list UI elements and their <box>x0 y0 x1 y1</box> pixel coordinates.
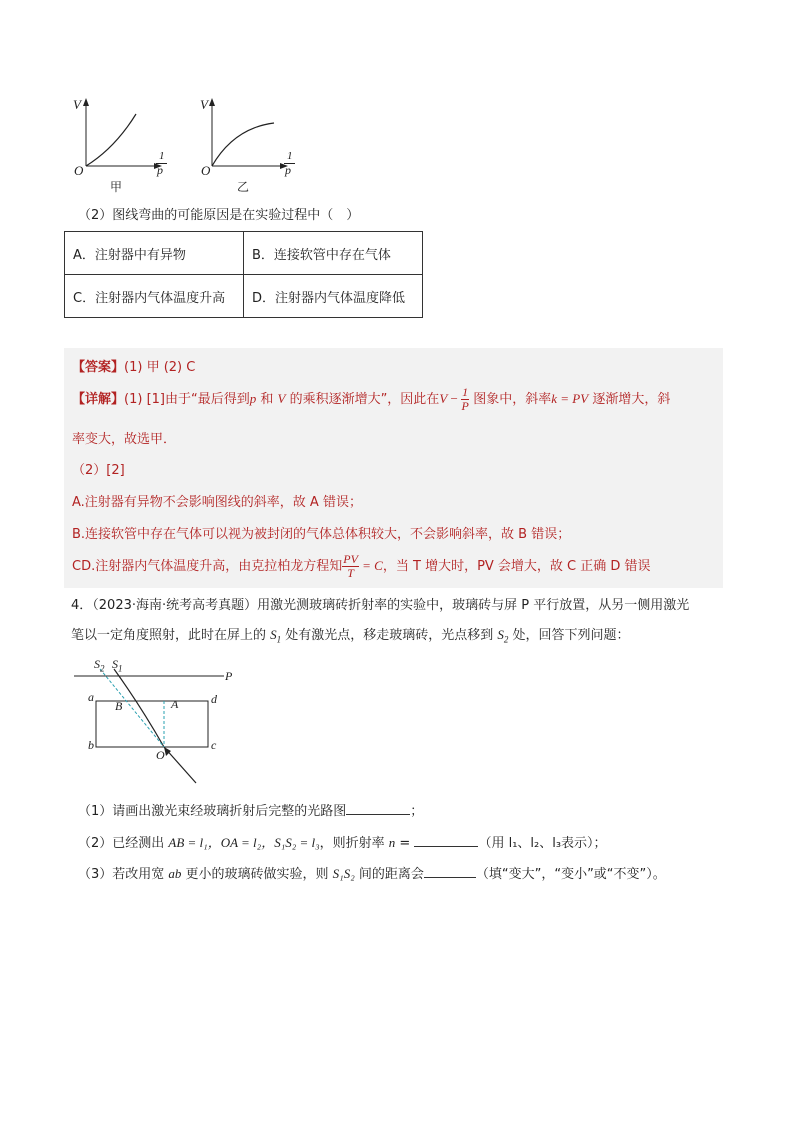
q4-line-1: 4．（2023·海南·统考高考真题）用激光测玻璃砖折射率的实验中，玻璃砖与屏 P 平行放置，从另一侧用激光 <box>71 598 690 613</box>
graph-jia-x-num: 1 <box>159 150 165 162</box>
label-s2-sub: 2 <box>100 663 105 674</box>
q4-sub-text: （2）已经测出 <box>78 836 169 851</box>
detail-text: (1) [1]由于“最后得到 <box>124 392 250 407</box>
minus-sign: − <box>447 391 462 406</box>
q4-text: 处，回答下列问题： <box>508 628 630 643</box>
fraction-num: 1 <box>462 385 469 399</box>
answer-blank-1[interactable] <box>346 802 410 815</box>
option-a[interactable]: A．注射器中有异物 <box>65 232 244 275</box>
var-n: n <box>388 835 396 850</box>
graph-yi <box>196 96 306 196</box>
q4-line-2 <box>71 626 630 649</box>
q4-sub-text: = <box>395 836 415 851</box>
option-c[interactable]: C．注射器内气体温度升高 <box>65 275 244 318</box>
detail-line-4: A.注射器有异物不会影响图线的斜率，故 A 错误； <box>72 495 362 510</box>
detail-tag: 【详解】 <box>72 392 125 407</box>
graph-yi-x-num: 1 <box>287 150 293 162</box>
label-s1-text: S <box>112 657 118 671</box>
graph-yi-x-den: p <box>285 163 291 177</box>
fraction-num: PV <box>343 552 358 566</box>
q4-sub-1 <box>78 802 423 821</box>
q4-sub-text: ，则折射率 <box>319 836 389 851</box>
var-s2-sub: 2 <box>503 634 509 645</box>
option-b[interactable]: B．连接软管中存在气体 <box>244 232 423 275</box>
var-v: V <box>277 391 286 406</box>
var-s2: S <box>497 627 504 642</box>
answer-blank-2[interactable] <box>414 834 478 847</box>
arrow-up-icon <box>209 98 215 106</box>
q4-text: 笔以一定角度照射，此时在屏上的 <box>71 628 271 643</box>
table-row <box>65 275 423 318</box>
label-s2-text: S <box>94 657 100 671</box>
detail-text: 逐渐增大，斜 <box>588 392 671 407</box>
graph-yi-curve <box>212 123 274 166</box>
option-d[interactable]: D．注射器内气体温度降低 <box>244 275 423 318</box>
detail-line-3: （2）[2] <box>72 463 125 478</box>
detail-text: 和 <box>256 392 278 407</box>
label-s1-sub: 1 <box>118 663 123 674</box>
label-p: P <box>225 669 233 683</box>
q4-sub-text: 间的距离会 <box>354 867 424 882</box>
var-s1s2: S₁S₂ <box>332 866 355 881</box>
graph-jia-curve <box>86 114 136 166</box>
q4-sub-text: （用 l₁、l₂、l₃表示）； <box>478 836 607 851</box>
label-c: c <box>211 738 217 752</box>
detail-text: 图象中，斜率 <box>469 392 552 407</box>
optics-diagram <box>70 655 250 795</box>
dashed-ray <box>100 669 164 747</box>
detail-line-5: B.连接软管中存在气体可以视为被封闭的气体总体积较大，不会影响斜率，故 B 错误； <box>72 527 571 542</box>
q4-sub-text: （1）请画出激光束经玻璃折射后完整的光路图 <box>78 804 347 819</box>
detail-text: ，当 T 增大时，PV 会增大，故 C 正确 D 错误 <box>382 559 651 574</box>
var-v: V <box>439 391 448 406</box>
detail-line-1 <box>72 386 670 413</box>
slope-formula: k = PV <box>551 391 589 406</box>
label-a: a <box>88 690 94 704</box>
detail-text: 的乘积逐渐增大”，因此在 <box>285 392 440 407</box>
answer-panel <box>64 348 723 588</box>
q4-sub-2 <box>78 834 607 853</box>
graph-jia-origin: O <box>74 163 84 178</box>
fraction-den: P <box>461 399 469 413</box>
label-s1 <box>112 657 123 673</box>
detail-line-2: 率变大，故选甲． <box>72 432 177 447</box>
graph-yi-origin: O <box>201 163 211 178</box>
var-s1-sub: 1 <box>276 634 282 645</box>
answer-line <box>72 356 195 375</box>
equation-c: = C <box>358 558 383 573</box>
fraction-pv-over-t <box>342 553 359 580</box>
detail-line-6 <box>72 553 651 580</box>
label-point-a: A <box>171 697 179 711</box>
answer-tag: 【答案】 <box>72 360 125 375</box>
graph-yi-caption: 乙 <box>237 180 250 194</box>
var-s1: S <box>270 627 277 642</box>
q2-stem: （2）图线弯曲的可能原因是在实验过程中（ ） <box>78 208 360 223</box>
fraction-den: T <box>347 566 354 580</box>
var-p: p <box>249 391 257 406</box>
label-s2 <box>94 657 105 673</box>
measurement-eq: AB = l₁，OA = l₂，S₁S₂ = l₃ <box>168 835 320 850</box>
q4-sub-text: （3）若改用宽 <box>78 867 169 882</box>
q4-text: 处有激光点，移走玻璃砖，光点移到 <box>281 628 498 643</box>
answer-text: (1) 甲 (2) C <box>124 360 196 375</box>
arrow-up-icon <box>83 98 89 106</box>
graph-yi-y-label: V <box>200 97 208 112</box>
graph-jia-x-den: p <box>157 163 163 177</box>
var-ab: ab <box>168 866 182 881</box>
arrow-icon <box>164 747 171 756</box>
q4-sub-text: 更小的玻璃砖做实验，则 <box>181 867 333 882</box>
label-point-o: O <box>156 748 165 762</box>
label-point-b: B <box>115 699 123 713</box>
graph-jia-caption: 甲 <box>110 180 123 194</box>
answer-blank-3[interactable] <box>424 865 476 878</box>
q4-sub-text: （填“变大”，“变小”或“不变”）。 <box>475 867 666 882</box>
q4-sub-3 <box>78 865 666 884</box>
label-d: d <box>211 692 217 706</box>
options-table <box>64 231 423 318</box>
table-row <box>65 232 423 275</box>
graph-jia-y-label: V <box>73 97 81 112</box>
q4-sub-text: ； <box>410 804 424 819</box>
label-b-lower: b <box>88 738 94 752</box>
detail-text: CD.注射器内气体温度升高，由克拉柏龙方程知 <box>72 559 343 574</box>
graph-jia <box>70 96 180 196</box>
glass-brick <box>96 701 208 747</box>
fraction-1-over-p <box>461 386 469 413</box>
